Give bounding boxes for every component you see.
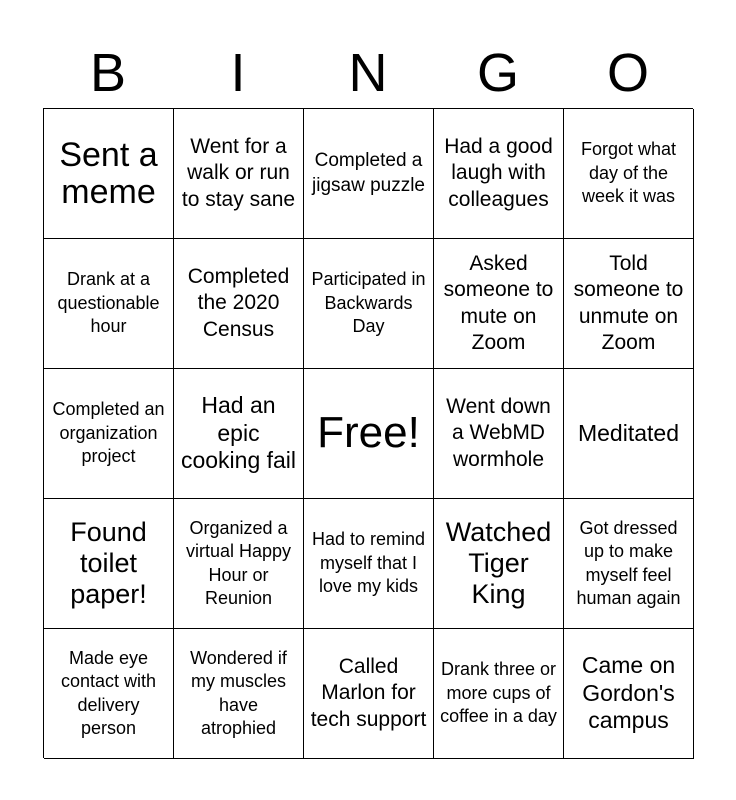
cell-text: Told someone to unmute on Zoom bbox=[573, 252, 684, 354]
bingo-cell[interactable] bbox=[304, 629, 434, 759]
bingo-cell[interactable] bbox=[434, 239, 564, 369]
cell-text: Drank at a questionable hour bbox=[57, 269, 160, 337]
bingo-cell[interactable] bbox=[44, 629, 174, 759]
bingo-cell[interactable] bbox=[174, 499, 304, 629]
header-letter-b: B bbox=[89, 43, 127, 103]
bingo-cell[interactable] bbox=[434, 629, 564, 759]
bingo-header bbox=[43, 42, 693, 104]
cell-text: Went for a walk or run to stay sane bbox=[181, 135, 296, 211]
cell-text: Went down a WebMD wormhole bbox=[446, 395, 551, 471]
bingo-cell[interactable] bbox=[434, 499, 564, 629]
bingo-grid bbox=[43, 108, 693, 758]
cell-text: Completed an organization project bbox=[52, 399, 165, 467]
cell-text: Meditated bbox=[577, 419, 679, 446]
bingo-cell[interactable] bbox=[44, 369, 174, 499]
bingo-cell[interactable] bbox=[564, 239, 694, 369]
bingo-cell[interactable] bbox=[304, 499, 434, 629]
bingo-cell[interactable] bbox=[304, 109, 434, 239]
cell-text: Completed a jigsaw puzzle bbox=[312, 149, 425, 196]
bingo-cell[interactable] bbox=[564, 629, 694, 759]
header-letter-g: G bbox=[476, 43, 519, 103]
cell-text: Completed the 2020 Census bbox=[187, 265, 290, 341]
cell-text: Had an epic cooking fail bbox=[180, 392, 297, 474]
cell-text: Organized a virtual Happy Hour or Reunion bbox=[185, 517, 292, 608]
bingo-cell[interactable] bbox=[44, 109, 174, 239]
bingo-cell[interactable] bbox=[174, 109, 304, 239]
bingo-cell[interactable] bbox=[434, 369, 564, 499]
bingo-cell[interactable] bbox=[44, 239, 174, 369]
bingo-cell[interactable] bbox=[44, 499, 174, 629]
bingo-cell[interactable] bbox=[434, 109, 564, 239]
cell-text: Drank three or more cups of coffee in a day bbox=[440, 659, 557, 727]
cell-text: Asked someone to mute on Zoom bbox=[443, 252, 554, 354]
cell-text: Participated in Backwards Day bbox=[311, 269, 426, 337]
cell-text: Sent a meme bbox=[59, 135, 158, 211]
cell-text: Wondered if my muscles have atrophied bbox=[190, 647, 287, 738]
header-letter-n: N bbox=[348, 43, 388, 103]
header-letter-o: O bbox=[606, 43, 649, 103]
cell-text: Found toilet paper! bbox=[70, 516, 147, 610]
cell-text: Forgot what day of the week it was bbox=[580, 139, 677, 207]
bingo-cell[interactable] bbox=[564, 499, 694, 629]
header-letter-i: I bbox=[230, 43, 246, 103]
bingo-cell[interactable] bbox=[564, 369, 694, 499]
cell-text: Free! bbox=[317, 408, 420, 458]
cell-text: Had to remind myself that I love my kids bbox=[311, 529, 426, 597]
cell-text: Came on Gordon's campus bbox=[581, 652, 676, 734]
cell-text: Called Marlon for tech support bbox=[310, 655, 427, 731]
bingo-cell[interactable] bbox=[174, 369, 304, 499]
cell-text: Had a good laugh with colleagues bbox=[444, 135, 553, 211]
bingo-cell[interactable] bbox=[564, 109, 694, 239]
cell-text: Watched Tiger King bbox=[445, 516, 552, 610]
cell-text: Got dressed up to make myself feel human again bbox=[576, 517, 681, 608]
bingo-cell[interactable] bbox=[174, 239, 304, 369]
cell-text: Made eye contact with delivery person bbox=[60, 647, 157, 738]
bingo-cell[interactable] bbox=[174, 629, 304, 759]
bingo-cell-free[interactable] bbox=[304, 369, 434, 499]
bingo-cell[interactable] bbox=[304, 239, 434, 369]
